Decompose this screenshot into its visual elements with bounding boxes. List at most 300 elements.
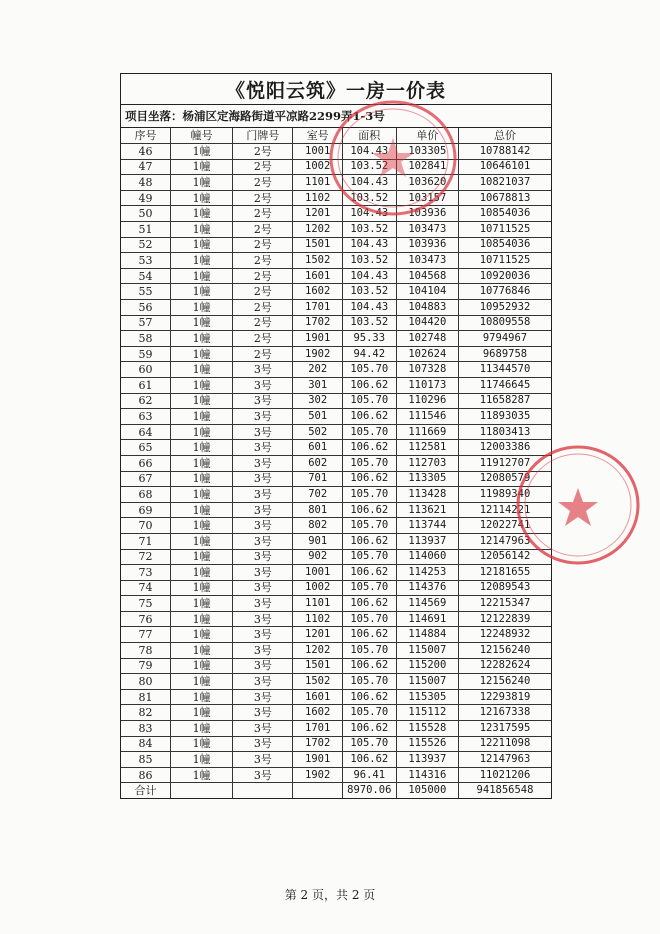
- cell-area: 105.70: [342, 643, 396, 659]
- cell-room: 1702: [293, 736, 342, 752]
- cell-room: 1002: [293, 159, 342, 175]
- cell-seq: 64: [121, 424, 170, 440]
- cell-door: 3号: [233, 440, 293, 456]
- cell-area: 96.41: [342, 767, 396, 783]
- cell-seq: 67: [121, 471, 170, 487]
- cell-room: 202: [293, 362, 342, 378]
- cell-total-price: 11021206: [459, 767, 552, 783]
- cell-door: 3号: [233, 643, 293, 659]
- cell-total-price: 11746645: [459, 377, 552, 393]
- total-row: [121, 783, 551, 798]
- cell-unit-price: 115112: [396, 705, 458, 721]
- cell-seq: 80: [121, 674, 170, 690]
- cell-door: 2号: [233, 253, 293, 269]
- cell-door: 2号: [233, 222, 293, 238]
- table-row: [121, 767, 551, 783]
- cell-total-price: 12156240: [459, 674, 552, 690]
- cell-unit-price: 115200: [396, 658, 458, 674]
- cell-building: 1幢: [170, 190, 232, 206]
- table-row: [121, 455, 551, 471]
- cell-door: 3号: [233, 549, 293, 565]
- cell-building: 1幢: [170, 518, 232, 534]
- cell-seq: 48: [121, 175, 170, 191]
- cell-room: 1202: [293, 643, 342, 659]
- cell-unit-price: 114884: [396, 627, 458, 643]
- cell-unit-price: 113937: [396, 752, 458, 768]
- cell-seq: 52: [121, 237, 170, 253]
- cell-building: 1幢: [170, 237, 232, 253]
- cell-seq: 54: [121, 268, 170, 284]
- cell-room: 1202: [293, 222, 342, 238]
- cell-building: 1幢: [170, 424, 232, 440]
- cell-seq: 56: [121, 300, 170, 316]
- table-row: [121, 175, 551, 191]
- total-unit-price: 105000: [396, 783, 458, 798]
- cell-room: 601: [293, 440, 342, 456]
- cell-building: 1幢: [170, 362, 232, 378]
- cell-room: 1001: [293, 565, 342, 581]
- cell-building: 1幢: [170, 627, 232, 643]
- cell-unit-price: 111669: [396, 424, 458, 440]
- cell-seq: 74: [121, 580, 170, 596]
- cell-seq: 53: [121, 253, 170, 269]
- cell-seq: 83: [121, 721, 170, 737]
- cell-unit-price: 114316: [396, 767, 458, 783]
- cell-area: 105.70: [342, 549, 396, 565]
- cell-door: 3号: [233, 705, 293, 721]
- cell-unit-price: 114569: [396, 596, 458, 612]
- cell-unit-price: 113937: [396, 533, 458, 549]
- cell-area: 106.62: [342, 689, 396, 705]
- cell-total-price: 9794967: [459, 331, 552, 347]
- cell-door: 3号: [233, 455, 293, 471]
- cell-total-price: 11893035: [459, 409, 552, 425]
- cell-unit-price: 104568: [396, 268, 458, 284]
- cell-door: 3号: [233, 674, 293, 690]
- cell-total-price: 12215347: [459, 596, 552, 612]
- header-building: 幢号: [170, 128, 232, 143]
- total-area: 8970.06: [342, 783, 396, 798]
- cell-area: 106.62: [342, 409, 396, 425]
- cell-room: 1701: [293, 721, 342, 737]
- cell-area: 106.62: [342, 565, 396, 581]
- cell-area: 105.70: [342, 674, 396, 690]
- total-empty: [293, 783, 342, 798]
- cell-room: 701: [293, 471, 342, 487]
- cell-room: 1901: [293, 331, 342, 347]
- cell-unit-price: 102624: [396, 346, 458, 362]
- cell-total-price: 12080579: [459, 471, 552, 487]
- cell-area: 105.70: [342, 736, 396, 752]
- cell-room: 302: [293, 393, 342, 409]
- cell-total-price: 12156240: [459, 643, 552, 659]
- cell-seq: 69: [121, 502, 170, 518]
- cell-building: 1幢: [170, 175, 232, 191]
- cell-door: 2号: [233, 159, 293, 175]
- cell-area: 103.52: [342, 190, 396, 206]
- cell-building: 1幢: [170, 377, 232, 393]
- table-row: [121, 518, 551, 534]
- cell-unit-price: 115528: [396, 721, 458, 737]
- cell-unit-price: 103473: [396, 222, 458, 238]
- cell-total-price: 10920036: [459, 268, 552, 284]
- cell-room: 1201: [293, 206, 342, 222]
- cell-door: 2号: [233, 190, 293, 206]
- cell-seq: 81: [121, 689, 170, 705]
- table-row: [121, 253, 551, 269]
- cell-seq: 84: [121, 736, 170, 752]
- cell-area: 106.62: [342, 627, 396, 643]
- cell-unit-price: 113744: [396, 518, 458, 534]
- cell-total-price: 10711525: [459, 253, 552, 269]
- cell-building: 1幢: [170, 409, 232, 425]
- cell-building: 1幢: [170, 643, 232, 659]
- document-title: 《悦阳云筑》一房一价表: [121, 74, 551, 105]
- cell-room: 1601: [293, 689, 342, 705]
- cell-seq: 71: [121, 533, 170, 549]
- cell-door: 3号: [233, 689, 293, 705]
- cell-room: 902: [293, 549, 342, 565]
- cell-building: 1幢: [170, 736, 232, 752]
- cell-seq: 68: [121, 487, 170, 503]
- cell-area: 106.62: [342, 658, 396, 674]
- cell-seq: 86: [121, 767, 170, 783]
- table-row: [121, 206, 551, 222]
- cell-area: 103.52: [342, 315, 396, 331]
- table-row: [121, 752, 551, 768]
- cell-room: 1601: [293, 268, 342, 284]
- cell-area: 104.43: [342, 206, 396, 222]
- cell-room: 1101: [293, 596, 342, 612]
- cell-building: 1幢: [170, 284, 232, 300]
- cell-total-price: 12089543: [459, 580, 552, 596]
- cell-door: 3号: [233, 611, 293, 627]
- cell-seq: 75: [121, 596, 170, 612]
- project-location: 项目坐落：杨浦区定海路街道平凉路2299弄1-3号: [121, 105, 551, 128]
- cell-total-price: 12248932: [459, 627, 552, 643]
- table-row: [121, 674, 551, 690]
- price-table-body: [121, 128, 551, 798]
- cell-unit-price: 103157: [396, 190, 458, 206]
- cell-unit-price: 114060: [396, 549, 458, 565]
- table-row: [121, 409, 551, 425]
- cell-unit-price: 114253: [396, 565, 458, 581]
- cell-seq: 62: [121, 393, 170, 409]
- table-row: [121, 580, 551, 596]
- cell-building: 1幢: [170, 315, 232, 331]
- cell-door: 3号: [233, 767, 293, 783]
- cell-area: 106.62: [342, 471, 396, 487]
- cell-room: 1602: [293, 705, 342, 721]
- cell-building: 1幢: [170, 689, 232, 705]
- cell-seq: 61: [121, 377, 170, 393]
- cell-total-price: 11344570: [459, 362, 552, 378]
- cell-door: 2号: [233, 331, 293, 347]
- cell-area: 105.70: [342, 393, 396, 409]
- cell-area: 106.62: [342, 596, 396, 612]
- cell-building: 1幢: [170, 658, 232, 674]
- cell-unit-price: 110296: [396, 393, 458, 409]
- cell-total-price: 12211098: [459, 736, 552, 752]
- table-row: [121, 502, 551, 518]
- cell-door: 3号: [233, 362, 293, 378]
- header-total-price: 总价: [459, 128, 552, 143]
- cell-seq: 58: [121, 331, 170, 347]
- cell-door: 3号: [233, 424, 293, 440]
- cell-total-price: 12167338: [459, 705, 552, 721]
- cell-door: 2号: [233, 237, 293, 253]
- cell-area: 94.42: [342, 346, 396, 362]
- cell-unit-price: 104883: [396, 300, 458, 316]
- cell-area: 103.52: [342, 159, 396, 175]
- cell-area: 105.70: [342, 611, 396, 627]
- cell-unit-price: 113621: [396, 502, 458, 518]
- cell-unit-price: 103305: [396, 144, 458, 160]
- cell-unit-price: 104104: [396, 284, 458, 300]
- cell-total-price: 11989340: [459, 487, 552, 503]
- cell-door: 3号: [233, 580, 293, 596]
- cell-unit-price: 115007: [396, 643, 458, 659]
- table-row: [121, 705, 551, 721]
- total-label: 合计: [121, 783, 170, 798]
- header-area: 面积: [342, 128, 396, 143]
- cell-unit-price: 111546: [396, 409, 458, 425]
- cell-room: 1502: [293, 253, 342, 269]
- cell-room: 702: [293, 487, 342, 503]
- cell-room: 802: [293, 518, 342, 534]
- cell-building: 1幢: [170, 159, 232, 175]
- cell-unit-price: 113305: [396, 471, 458, 487]
- table-row: [121, 424, 551, 440]
- cell-room: 1901: [293, 752, 342, 768]
- cell-room: 1501: [293, 658, 342, 674]
- cell-seq: 49: [121, 190, 170, 206]
- table-row: [121, 315, 551, 331]
- cell-building: 1幢: [170, 767, 232, 783]
- cell-unit-price: 112581: [396, 440, 458, 456]
- cell-door: 2号: [233, 175, 293, 191]
- cell-seq: 82: [121, 705, 170, 721]
- cell-unit-price: 112703: [396, 455, 458, 471]
- cell-door: 3号: [233, 658, 293, 674]
- cell-total-price: 12293819: [459, 689, 552, 705]
- cell-seq: 59: [121, 346, 170, 362]
- cell-door: 3号: [233, 596, 293, 612]
- header-room: 室号: [293, 128, 342, 143]
- cell-total-price: 10809558: [459, 315, 552, 331]
- table-row: [121, 533, 551, 549]
- table-row: [121, 611, 551, 627]
- table-row: [121, 393, 551, 409]
- cell-door: 3号: [233, 721, 293, 737]
- total-empty: [233, 783, 293, 798]
- cell-room: 1501: [293, 237, 342, 253]
- cell-unit-price: 115007: [396, 674, 458, 690]
- cell-total-price: 12147963: [459, 752, 552, 768]
- cell-door: 3号: [233, 487, 293, 503]
- table-row: [121, 159, 551, 175]
- header-door: 门牌号: [233, 128, 293, 143]
- cell-room: 1002: [293, 580, 342, 596]
- cell-door: 2号: [233, 268, 293, 284]
- cell-door: 3号: [233, 627, 293, 643]
- cell-room: 1102: [293, 190, 342, 206]
- cell-area: 106.62: [342, 752, 396, 768]
- cell-building: 1幢: [170, 206, 232, 222]
- cell-room: 1701: [293, 300, 342, 316]
- table-row: [121, 658, 551, 674]
- cell-building: 1幢: [170, 533, 232, 549]
- table-row: [121, 284, 551, 300]
- table-row: [121, 222, 551, 238]
- cell-building: 1幢: [170, 300, 232, 316]
- cell-building: 1幢: [170, 549, 232, 565]
- cell-building: 1幢: [170, 721, 232, 737]
- cell-building: 1幢: [170, 611, 232, 627]
- cell-seq: 78: [121, 643, 170, 659]
- cell-seq: 77: [121, 627, 170, 643]
- cell-area: 103.52: [342, 222, 396, 238]
- cell-total-price: 12022741: [459, 518, 552, 534]
- table-row: [121, 440, 551, 456]
- cell-total-price: 12003386: [459, 440, 552, 456]
- cell-door: 3号: [233, 752, 293, 768]
- cell-total-price: 9689758: [459, 346, 552, 362]
- cell-total-price: 10952932: [459, 300, 552, 316]
- cell-door: 3号: [233, 502, 293, 518]
- cell-door: 3号: [233, 471, 293, 487]
- cell-unit-price: 102841: [396, 159, 458, 175]
- table-row: [121, 268, 551, 284]
- cell-door: 3号: [233, 409, 293, 425]
- table-row: [121, 377, 551, 393]
- cell-door: 3号: [233, 393, 293, 409]
- cell-total-price: 12282624: [459, 658, 552, 674]
- cell-room: 502: [293, 424, 342, 440]
- cell-area: 106.62: [342, 533, 396, 549]
- cell-area: 106.62: [342, 440, 396, 456]
- cell-unit-price: 110173: [396, 377, 458, 393]
- cell-area: 103.52: [342, 284, 396, 300]
- cell-building: 1幢: [170, 705, 232, 721]
- cell-seq: 73: [121, 565, 170, 581]
- cell-building: 1幢: [170, 440, 232, 456]
- cell-room: 1702: [293, 315, 342, 331]
- cell-total-price: 10776846: [459, 284, 552, 300]
- table-row: [121, 190, 551, 206]
- cell-total-price: 12114221: [459, 502, 552, 518]
- cell-building: 1幢: [170, 674, 232, 690]
- cell-seq: 57: [121, 315, 170, 331]
- cell-total-price: 10854036: [459, 237, 552, 253]
- cell-building: 1幢: [170, 144, 232, 160]
- cell-unit-price: 115305: [396, 689, 458, 705]
- cell-seq: 47: [121, 159, 170, 175]
- table-row: [121, 331, 551, 347]
- cell-room: 1602: [293, 284, 342, 300]
- table-header-row: [121, 128, 551, 143]
- cell-building: 1幢: [170, 331, 232, 347]
- cell-area: 106.62: [342, 377, 396, 393]
- cell-building: 1幢: [170, 487, 232, 503]
- cell-area: 104.43: [342, 175, 396, 191]
- cell-total-price: 10711525: [459, 222, 552, 238]
- cell-building: 1幢: [170, 268, 232, 284]
- cell-total-price: 11803413: [459, 424, 552, 440]
- cell-room: 301: [293, 377, 342, 393]
- table-row: [121, 362, 551, 378]
- cell-building: 1幢: [170, 455, 232, 471]
- cell-room: 1101: [293, 175, 342, 191]
- cell-seq: 85: [121, 752, 170, 768]
- cell-building: 1幢: [170, 253, 232, 269]
- table-row: [121, 689, 551, 705]
- cell-area: 105.70: [342, 487, 396, 503]
- cell-seq: 60: [121, 362, 170, 378]
- header-unit-price: 单价: [396, 128, 458, 143]
- cell-door: 2号: [233, 206, 293, 222]
- cell-door: 2号: [233, 346, 293, 362]
- cell-area: 105.70: [342, 362, 396, 378]
- cell-building: 1幢: [170, 346, 232, 362]
- cell-seq: 55: [121, 284, 170, 300]
- cell-room: 1502: [293, 674, 342, 690]
- cell-door: 2号: [233, 315, 293, 331]
- cell-total-price: 11658287: [459, 393, 552, 409]
- cell-room: 1201: [293, 627, 342, 643]
- price-sheet: [120, 73, 552, 799]
- cell-unit-price: 114376: [396, 580, 458, 596]
- table-row: [121, 736, 551, 752]
- cell-building: 1幢: [170, 580, 232, 596]
- cell-building: 1幢: [170, 752, 232, 768]
- cell-seq: 66: [121, 455, 170, 471]
- cell-area: 106.62: [342, 721, 396, 737]
- cell-door: 3号: [233, 377, 293, 393]
- cell-seq: 72: [121, 549, 170, 565]
- cell-seq: 79: [121, 658, 170, 674]
- cell-building: 1幢: [170, 393, 232, 409]
- cell-unit-price: 115526: [396, 736, 458, 752]
- cell-room: 602: [293, 455, 342, 471]
- cell-unit-price: 103936: [396, 206, 458, 222]
- cell-door: 2号: [233, 144, 293, 160]
- cell-room: 1102: [293, 611, 342, 627]
- cell-unit-price: 103620: [396, 175, 458, 191]
- table-row: [121, 144, 551, 160]
- cell-seq: 70: [121, 518, 170, 534]
- cell-area: 103.52: [342, 253, 396, 269]
- cell-door: 3号: [233, 565, 293, 581]
- cell-total-price: 10678813: [459, 190, 552, 206]
- cell-total-price: 12056142: [459, 549, 552, 565]
- cell-area: 105.70: [342, 705, 396, 721]
- cell-unit-price: 114691: [396, 611, 458, 627]
- cell-area: 105.70: [342, 455, 396, 471]
- table-row: [121, 487, 551, 503]
- cell-area: 104.43: [342, 300, 396, 316]
- header-seq: 序号: [121, 128, 170, 143]
- cell-building: 1幢: [170, 565, 232, 581]
- cell-seq: 65: [121, 440, 170, 456]
- total-empty: [170, 783, 232, 798]
- cell-unit-price: 102748: [396, 331, 458, 347]
- cell-total-price: 11912707: [459, 455, 552, 471]
- cell-area: 95.33: [342, 331, 396, 347]
- table-row: [121, 549, 551, 565]
- table-row: [121, 300, 551, 316]
- cell-total-price: 10788142: [459, 144, 552, 160]
